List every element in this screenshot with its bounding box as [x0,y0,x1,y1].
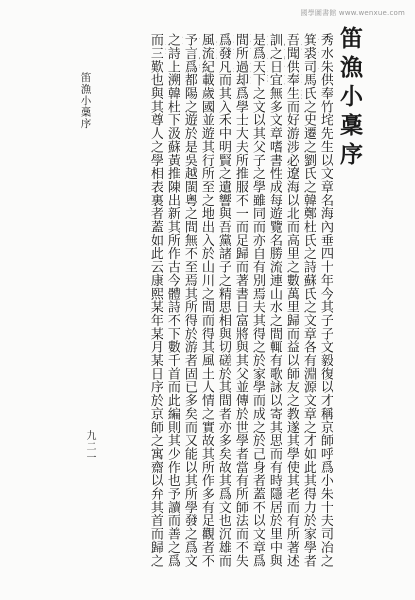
watermark: 國學圖書館 www.wenxue.com [300,9,405,17]
margin-title: 笛漁小稾序 [79,72,92,130]
page-number: 九二一 [84,430,95,463]
text-column-1: 秀水朱供奉竹垞先生以文章名海內垂四十年今其子子文毅復以才稱京師呼爲小朱十夫司冶之 [318,33,333,567]
text-column-5: 是爲天下之文以其父子之學雖同而亦自有別焉夫其得之於家學而成之於己身者蓋不以文章爲 [250,33,265,567]
text-column-11: 而三歎也與其尊人之學相表裏者蓋如此云康熙某年某月某日序於京師之寓齋以弁其首而歸之 [148,33,163,567]
text-column-6: 間所過却爲學士大夫所推服不一而足歸而著書日富將與其父並傳於世學者當有所師法而不失 [233,33,248,567]
text-column-8: 風流紀載歲國並遊其行所至之地出入於山川之間而得其風土人情之實故其所作多有足觀者不 [199,33,214,567]
text-column-4: 訓之日宜無多文章嗜書性成每遊覽名勝流連山水之間輒有歌詠以寄其思而有時隱居於里中與 [267,33,282,567]
text-column-2: 箕裘司馬氏之史遷之劉氏之韓鄭杜氏之詩蘇氏之文章各有淵源文章之才如此其得力於家學者 [301,33,316,567]
page-title: 笛漁小稾序 [336,26,363,171]
text-column-9: 予言爲都陽之遊於是吳越閩粵之間無不至焉其所得於游者固已多矣而又能以其所學發之爲文 [182,33,197,567]
text-column-7: 爲發凡而其入禾中明賢之遺響與吾黨諸子之精思相與切磋於其間者亦多矣故其爲文也沉雄而 [216,33,231,567]
text-column-10: 之詩上溯韓杜下汲蘇黃推陳出新其所作古今體詩不下數千首而此編則其少作也予讀而善之爲 [165,33,180,567]
text-column-3: 吾聞供奉生而好游涉必遼海以北而高里之數萬里歸而益以師友之教遂其學使其老而有所著述 [284,33,299,567]
